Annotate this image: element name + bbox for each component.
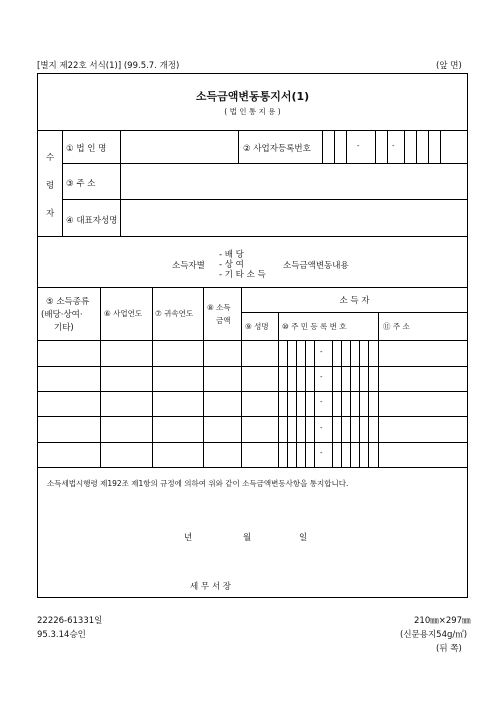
line — [287, 340, 288, 467]
biz-no-dash: - — [392, 142, 395, 150]
form-title: 소득금액변동통지서(1) — [195, 90, 310, 103]
line — [368, 340, 369, 467]
col-kind-2: (배당·상여· — [41, 310, 83, 320]
recipient-label-2: 령 — [46, 181, 55, 191]
line — [296, 340, 297, 467]
date-day: 일 — [299, 533, 308, 543]
form-id: [별지 제22호 서식(1)] (99.5.7. 개정) — [37, 61, 180, 71]
line — [120, 130, 121, 236]
date-month: 월 — [243, 533, 252, 543]
line — [37, 236, 468, 237]
income-option-dividend: - 배 당 — [219, 250, 244, 260]
rep-name-label: ④ 대표자성명 — [66, 216, 118, 226]
line — [37, 391, 468, 392]
col-amount-1: ⑧ 소득 — [207, 303, 231, 312]
line — [37, 467, 468, 468]
recipient-label-1: 수 — [46, 153, 55, 163]
line — [305, 340, 306, 467]
line — [404, 130, 405, 163]
line — [238, 130, 239, 163]
date-year: 년 — [184, 533, 193, 543]
line — [332, 340, 333, 467]
row-dash: - — [320, 424, 323, 432]
approval-date: 95.3.14승인 — [37, 630, 86, 640]
line — [152, 287, 153, 467]
row-dash: - — [320, 348, 323, 356]
signer: 세 무 서 장 — [190, 582, 231, 592]
biz-no-label: ② 사업자등록번호 — [243, 144, 311, 154]
line — [37, 366, 468, 367]
line — [62, 163, 468, 164]
address-label: ③ 주 소 — [66, 179, 96, 189]
line — [278, 312, 279, 467]
back-side: (뒤 쪽) — [436, 644, 462, 654]
line — [37, 287, 468, 288]
line — [37, 340, 468, 341]
col-biz-year: ⑥ 사업연도 — [104, 309, 143, 318]
form-subtitle: ( 법 인 통 지 용 ) — [224, 107, 281, 116]
col-kind-1: ⑤ 소득종류 — [46, 297, 90, 307]
form-code: 22226-61331일 — [37, 616, 103, 626]
line — [314, 340, 315, 467]
biz-no-dash: - — [357, 142, 360, 150]
notice-text: 소득세법시행령 제192조 제1항의 규정에 의하여 위와 같이 소득금액변동사항을 통지합니다. — [47, 479, 349, 488]
page-side: (앞 면) — [436, 61, 462, 71]
row-dash: - — [320, 398, 323, 406]
corp-name-label: ① 법 인 명 — [66, 144, 107, 154]
line — [350, 340, 351, 467]
row-dash: - — [320, 373, 323, 381]
income-type-label: 소득자별 — [172, 261, 205, 271]
line — [375, 130, 376, 163]
line — [37, 442, 468, 443]
col-earner: 소 득 자 — [339, 296, 370, 306]
col-resident-no: ⑩ 주 민 등 록 번 호 — [282, 322, 347, 331]
line — [241, 287, 242, 467]
col-name: ⑨ 성명 — [245, 322, 269, 331]
line — [346, 130, 347, 163]
line — [62, 130, 63, 236]
line — [387, 130, 388, 163]
line — [378, 312, 379, 467]
line — [440, 130, 441, 163]
income-option-bonus: - 상 여 — [219, 260, 244, 270]
col-address: ⑪ 주 소 — [383, 322, 410, 331]
col-attr-year: ⑦ 귀속연도 — [155, 309, 194, 318]
paper-type: (신문용지54g/㎡) — [400, 630, 468, 640]
line — [203, 287, 204, 467]
line — [322, 130, 323, 163]
line — [416, 130, 417, 163]
line — [241, 312, 468, 313]
income-option-other: - 기 타 소 득 — [219, 270, 266, 280]
paper-size: 210㎜×297㎜ — [414, 616, 471, 626]
line — [428, 130, 429, 163]
line — [341, 340, 342, 467]
recipient-label-3: 자 — [46, 209, 55, 219]
line — [334, 130, 335, 163]
col-kind-3: 기타) — [54, 323, 74, 333]
income-type-suffix: 소득금액변동내용 — [283, 261, 349, 271]
line — [100, 287, 101, 467]
line — [37, 416, 468, 417]
line — [62, 199, 468, 200]
row-dash: - — [320, 449, 323, 457]
col-amount-2: 금액 — [216, 316, 231, 325]
line — [359, 340, 360, 467]
